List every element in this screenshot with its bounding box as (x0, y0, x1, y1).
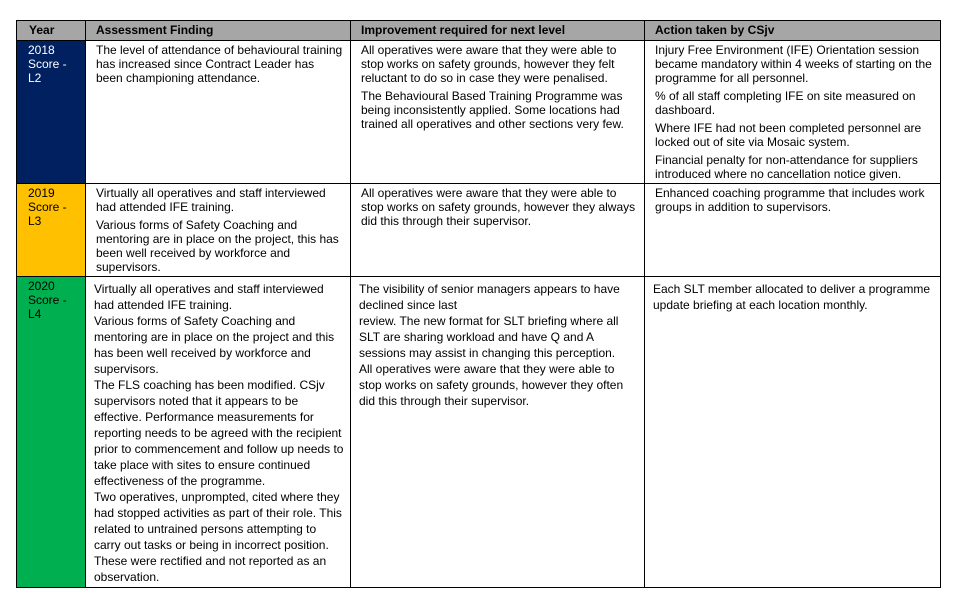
improvement-text: The Behavioural Based Training Programme was being inconsistently applied. Some locations had trained all operatives and other sections very few. (361, 89, 624, 131)
improvement-cell (351, 41, 645, 184)
improvement-cell (351, 184, 645, 277)
action-text: Injury Free Environment (IFE) Orientation session became mandatory within 4 weeks of starting on the programme for all personnel. (655, 43, 932, 85)
improvement-text: review. The new format for SLT briefing where all SLT are sharing workload and have Q and A sessions may assist in changing this perception. (359, 314, 619, 360)
action-cell (645, 184, 941, 277)
year-label: 2020 (28, 279, 55, 293)
table-row (17, 41, 941, 184)
finding-text: Various forms of Safety Coaching and mentoring are in place on the project and this has been well received by workforce and supervisors. (94, 314, 335, 376)
year-cell (17, 277, 86, 588)
finding-cell (86, 184, 351, 277)
assessment-table (16, 20, 941, 588)
action-cell (645, 41, 941, 184)
action-text: Enhanced coaching programme that includes work groups in addition to supervisors. (655, 186, 925, 214)
header-action: Action taken by CSjv (645, 21, 941, 41)
header-improvement: Improvement required for next level (351, 21, 645, 41)
year-cell (17, 41, 86, 184)
finding-cell (86, 41, 351, 184)
improvement-text: All operatives were aware that they were able to stop works on safety grounds, however they often did this through their supervisor. (359, 362, 624, 408)
score-label: Score - (28, 293, 67, 307)
finding-text: The level of attendance of behavioural training has increased since Contract Leader has been championing attendance. (96, 43, 343, 85)
action-text: Where IFE had not been completed personnel are locked out of site via Mosaic system. (655, 121, 922, 149)
level-label: L4 (28, 307, 42, 321)
action-cell (645, 277, 941, 588)
year-label: 2018 (28, 43, 55, 57)
header-year: Year (17, 21, 86, 41)
year-label: 2019 (28, 186, 55, 200)
finding-text: Virtually all operatives and staff interviewed had attended IFE training. (94, 282, 324, 312)
finding-text: The FLS coaching has been modified. CSjv supervisors noted that it appears to be effective. Performance measurements for reporting needs to be agreed with the recipient prior to commencement and follow up needs to take place with sites to ensure continued effectiveness of the programme. (94, 378, 344, 488)
action-text: Financial penalty for non-attendance for suppliers introduced where no cancellation notice given. (655, 153, 918, 181)
table-row (17, 184, 941, 277)
action-text: Each SLT member allocated to deliver a programme update briefing at each location monthly. (653, 282, 931, 312)
improvement-text: All operatives were aware that they were able to stop works on safety grounds, however they felt reluctant to do so in case they were penalised. (361, 43, 617, 85)
score-label: Score - (28, 200, 67, 214)
score-label: Score - (28, 57, 67, 71)
improvement-text: The visibility of senior managers appears to have declined since last (359, 282, 620, 312)
header-row (17, 21, 941, 41)
header-finding: Assessment Finding (86, 21, 351, 41)
finding-text: Various forms of Safety Coaching and mentoring are in place on the project, this has been well received by workforce and supervisors. (96, 218, 339, 274)
table-row (17, 277, 941, 588)
action-text: % of all staff completing IFE on site measured on dashboard. (655, 89, 916, 117)
level-label: L2 (28, 71, 42, 85)
improvement-text: All operatives were aware that they were able to stop works on safety grounds, however they always did this through their supervisor. (361, 186, 636, 228)
year-cell (17, 184, 86, 277)
finding-cell (86, 277, 351, 588)
finding-text: Virtually all operatives and staff interviewed had attended IFE training. (96, 186, 326, 214)
finding-text: Two operatives, unprompted, cited where they had stopped activities as part of their role. This related to untrained persons attempting to carry out tasks or being in incorrect position. These were rectified and not reported as an observation. (94, 490, 342, 584)
improvement-cell (351, 277, 645, 588)
level-label: L3 (28, 214, 42, 228)
